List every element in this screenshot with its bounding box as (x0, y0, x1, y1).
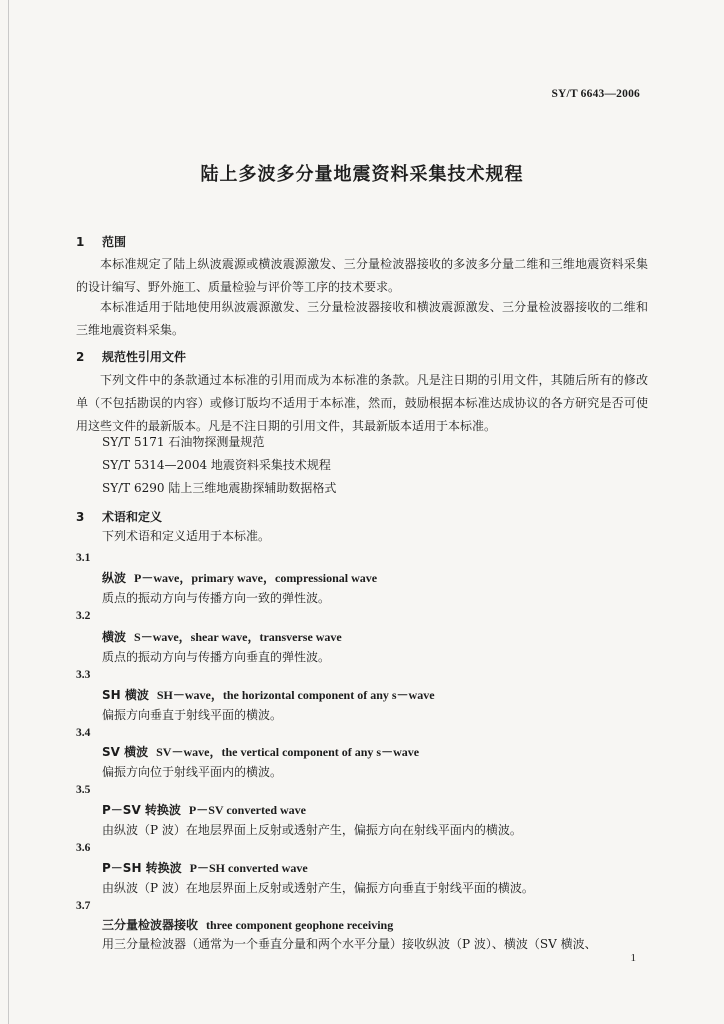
term-english: P－SV converted wave (188, 803, 307, 817)
term-chinese: P－SH 转换波 (102, 861, 182, 875)
term-english: SH－wave，the horizontal component of any s－wave (156, 688, 435, 702)
term-entry (102, 686, 435, 703)
term-entry (102, 628, 342, 645)
clause-number: 3.7 (76, 900, 91, 912)
term-english: S－wave，shear wave，transverse wave (134, 630, 342, 644)
term-english: P－SH converted wave (189, 861, 308, 875)
term-chinese: P－SV 转换波 (102, 803, 181, 817)
term-definition: 质点的振动方向与传播方向垂直的弹性波。 (102, 650, 331, 664)
section-title: 规范性引用文件 (102, 350, 187, 364)
term-entry (102, 859, 308, 876)
term-definition: 偏振方向垂直于射线平面的横波。 (102, 708, 283, 722)
term-english: three component geophone receiving (206, 918, 394, 932)
section-1-paragraph-1: 本标准规定了陆上纵波震源或横波震源激发、三分量检波器接收的多波多分量二维和三维地震资料采集的设计编写、野外施工、质量检验与评价等工序的技术要求。 (76, 257, 648, 294)
section-1-paragraph-2: 本标准适用于陆地使用纵波震源激发、三分量检波器接收和横波震源激发、三分量检波器接收的二维和三维地震资料采集。 (76, 300, 648, 337)
clause-number: 3.3 (76, 669, 91, 681)
section-number: 2 (76, 350, 85, 364)
section-number: 3 (76, 510, 85, 524)
reference-item: SY/T 6290 陆上三维地震勘探辅助数据格式 (102, 481, 337, 495)
term-definition: 质点的振动方向与传播方向一致的弹性波。 (102, 591, 331, 605)
binding-line (8, 0, 9, 1024)
term-english: P－wave，primary wave，compressional wave (134, 571, 378, 585)
term-definition: 偏振方向位于射线平面内的横波。 (102, 765, 283, 779)
standard-code: SY/T 6643—2006 (551, 88, 640, 100)
section-title: 术语和定义 (102, 510, 163, 524)
clause-number: 3.4 (76, 727, 91, 739)
section-2-paragraph: 下列文件中的条款通过本标准的引用而成为本标准的条款。凡是注日期的引用文件，其随后所有的修改单（不包括勘误的内容）或修订版均不适用于本标准，然而，鼓励根据本标准达成协议的各方研究是否可使用这些文件的最新版本。凡是不注日期的引用文件，其最新版本适用于本标准。 (76, 373, 648, 433)
section-title: 范围 (102, 235, 127, 249)
term-english: SV－wave，the vertical component of any s－wave (156, 745, 420, 759)
term-entry (102, 801, 306, 818)
section-1-heading (76, 233, 126, 250)
term-chinese: SH 横波 (102, 688, 149, 702)
reference-item: SY/T 5171 石油物探测量规范 (102, 435, 265, 449)
clause-number: 3.5 (76, 784, 91, 796)
section-number: 1 (76, 235, 85, 249)
section-3-intro: 下列术语和定义适用于本标准。 (102, 529, 271, 543)
reference-item: SY/T 5314—2004 地震资料采集技术规程 (102, 458, 331, 472)
term-chinese: 横波 (102, 630, 127, 644)
section-2-heading (76, 348, 186, 365)
clause-number: 3.2 (76, 610, 91, 622)
term-chinese: 纵波 (102, 571, 127, 585)
page-number: 1 (630, 952, 636, 964)
clause-number: 3.1 (76, 552, 91, 564)
term-entry (102, 743, 419, 760)
term-definition: 由纵波（P 波）在地层界面上反射或透射产生，偏振方向垂直于射线平面的横波。 (102, 881, 534, 895)
section-3-heading (76, 508, 162, 525)
term-entry (102, 916, 393, 933)
term-definition: 由纵波（P 波）在地层界面上反射或透射产生，偏振方向在射线平面内的横波。 (102, 823, 522, 837)
document-title: 陆上多波多分量地震资料采集技术规程 (200, 164, 524, 185)
term-entry (102, 569, 377, 586)
term-chinese: 三分量检波器接收 (102, 918, 199, 932)
term-chinese: SV 横波 (102, 745, 149, 759)
term-definition: 用三分量检波器（通常为一个垂直分量和两个水平分量）接收纵波（P 波）、横波（SV 横波、 (102, 937, 597, 951)
clause-number: 3.6 (76, 842, 91, 854)
